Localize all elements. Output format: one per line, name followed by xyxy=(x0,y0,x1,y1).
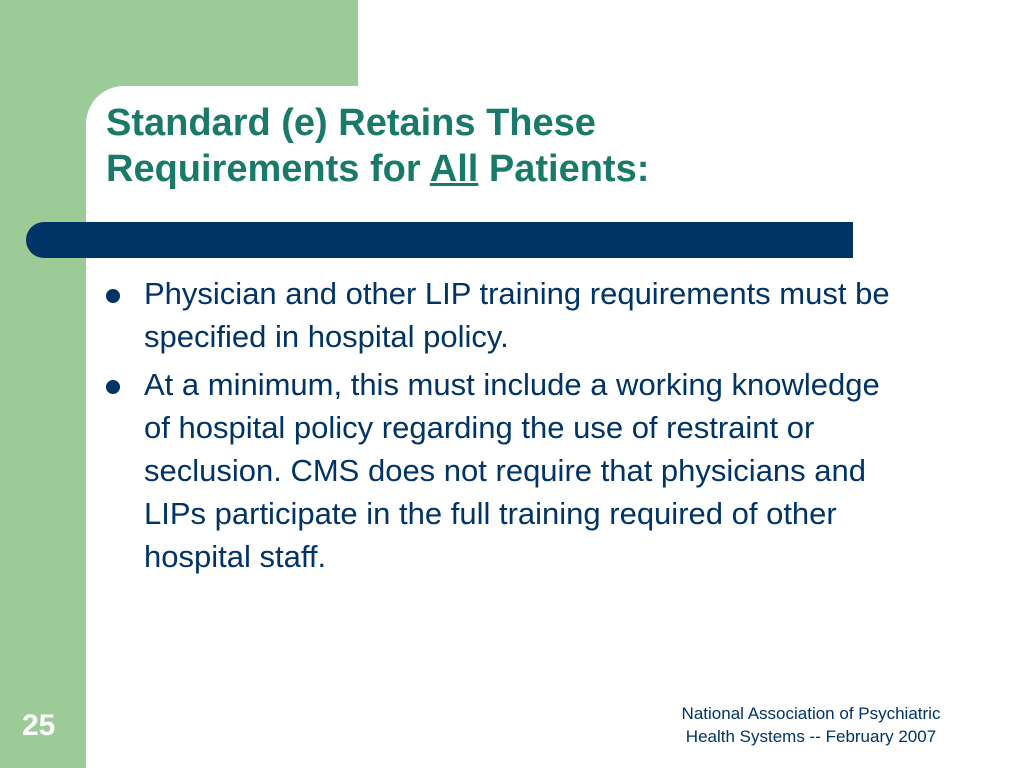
slide-title xyxy=(106,100,906,192)
title-part2: Requirements for xyxy=(106,148,430,190)
title-part1: Standard (e) Retains These xyxy=(106,102,596,144)
bullet-item xyxy=(106,272,906,358)
title-emphasis: All xyxy=(429,148,479,190)
bullet-list xyxy=(106,272,906,583)
slide-number: 25 xyxy=(22,709,56,742)
bullet-dot-icon xyxy=(106,289,120,303)
footer-credit xyxy=(600,702,1022,748)
bullet-text: Physician and other LIP training requirements must be specified in hospital policy. xyxy=(144,276,890,354)
bullet-dot-icon xyxy=(106,380,120,394)
title-divider-bar xyxy=(26,222,853,258)
bullet-text: At a minimum, this must include a working knowledge of hospital policy regarding the use of restraint or seclusion. CMS does not require that physicians and LIPs participate in the full training required of other hospital staff. xyxy=(144,367,880,574)
footer-line-1: National Association of Psychiatric xyxy=(681,704,941,723)
title-part3: Patients: xyxy=(478,148,650,190)
footer-line-2: Health Systems -- February 2007 xyxy=(685,727,937,746)
bullet-item xyxy=(106,363,906,578)
